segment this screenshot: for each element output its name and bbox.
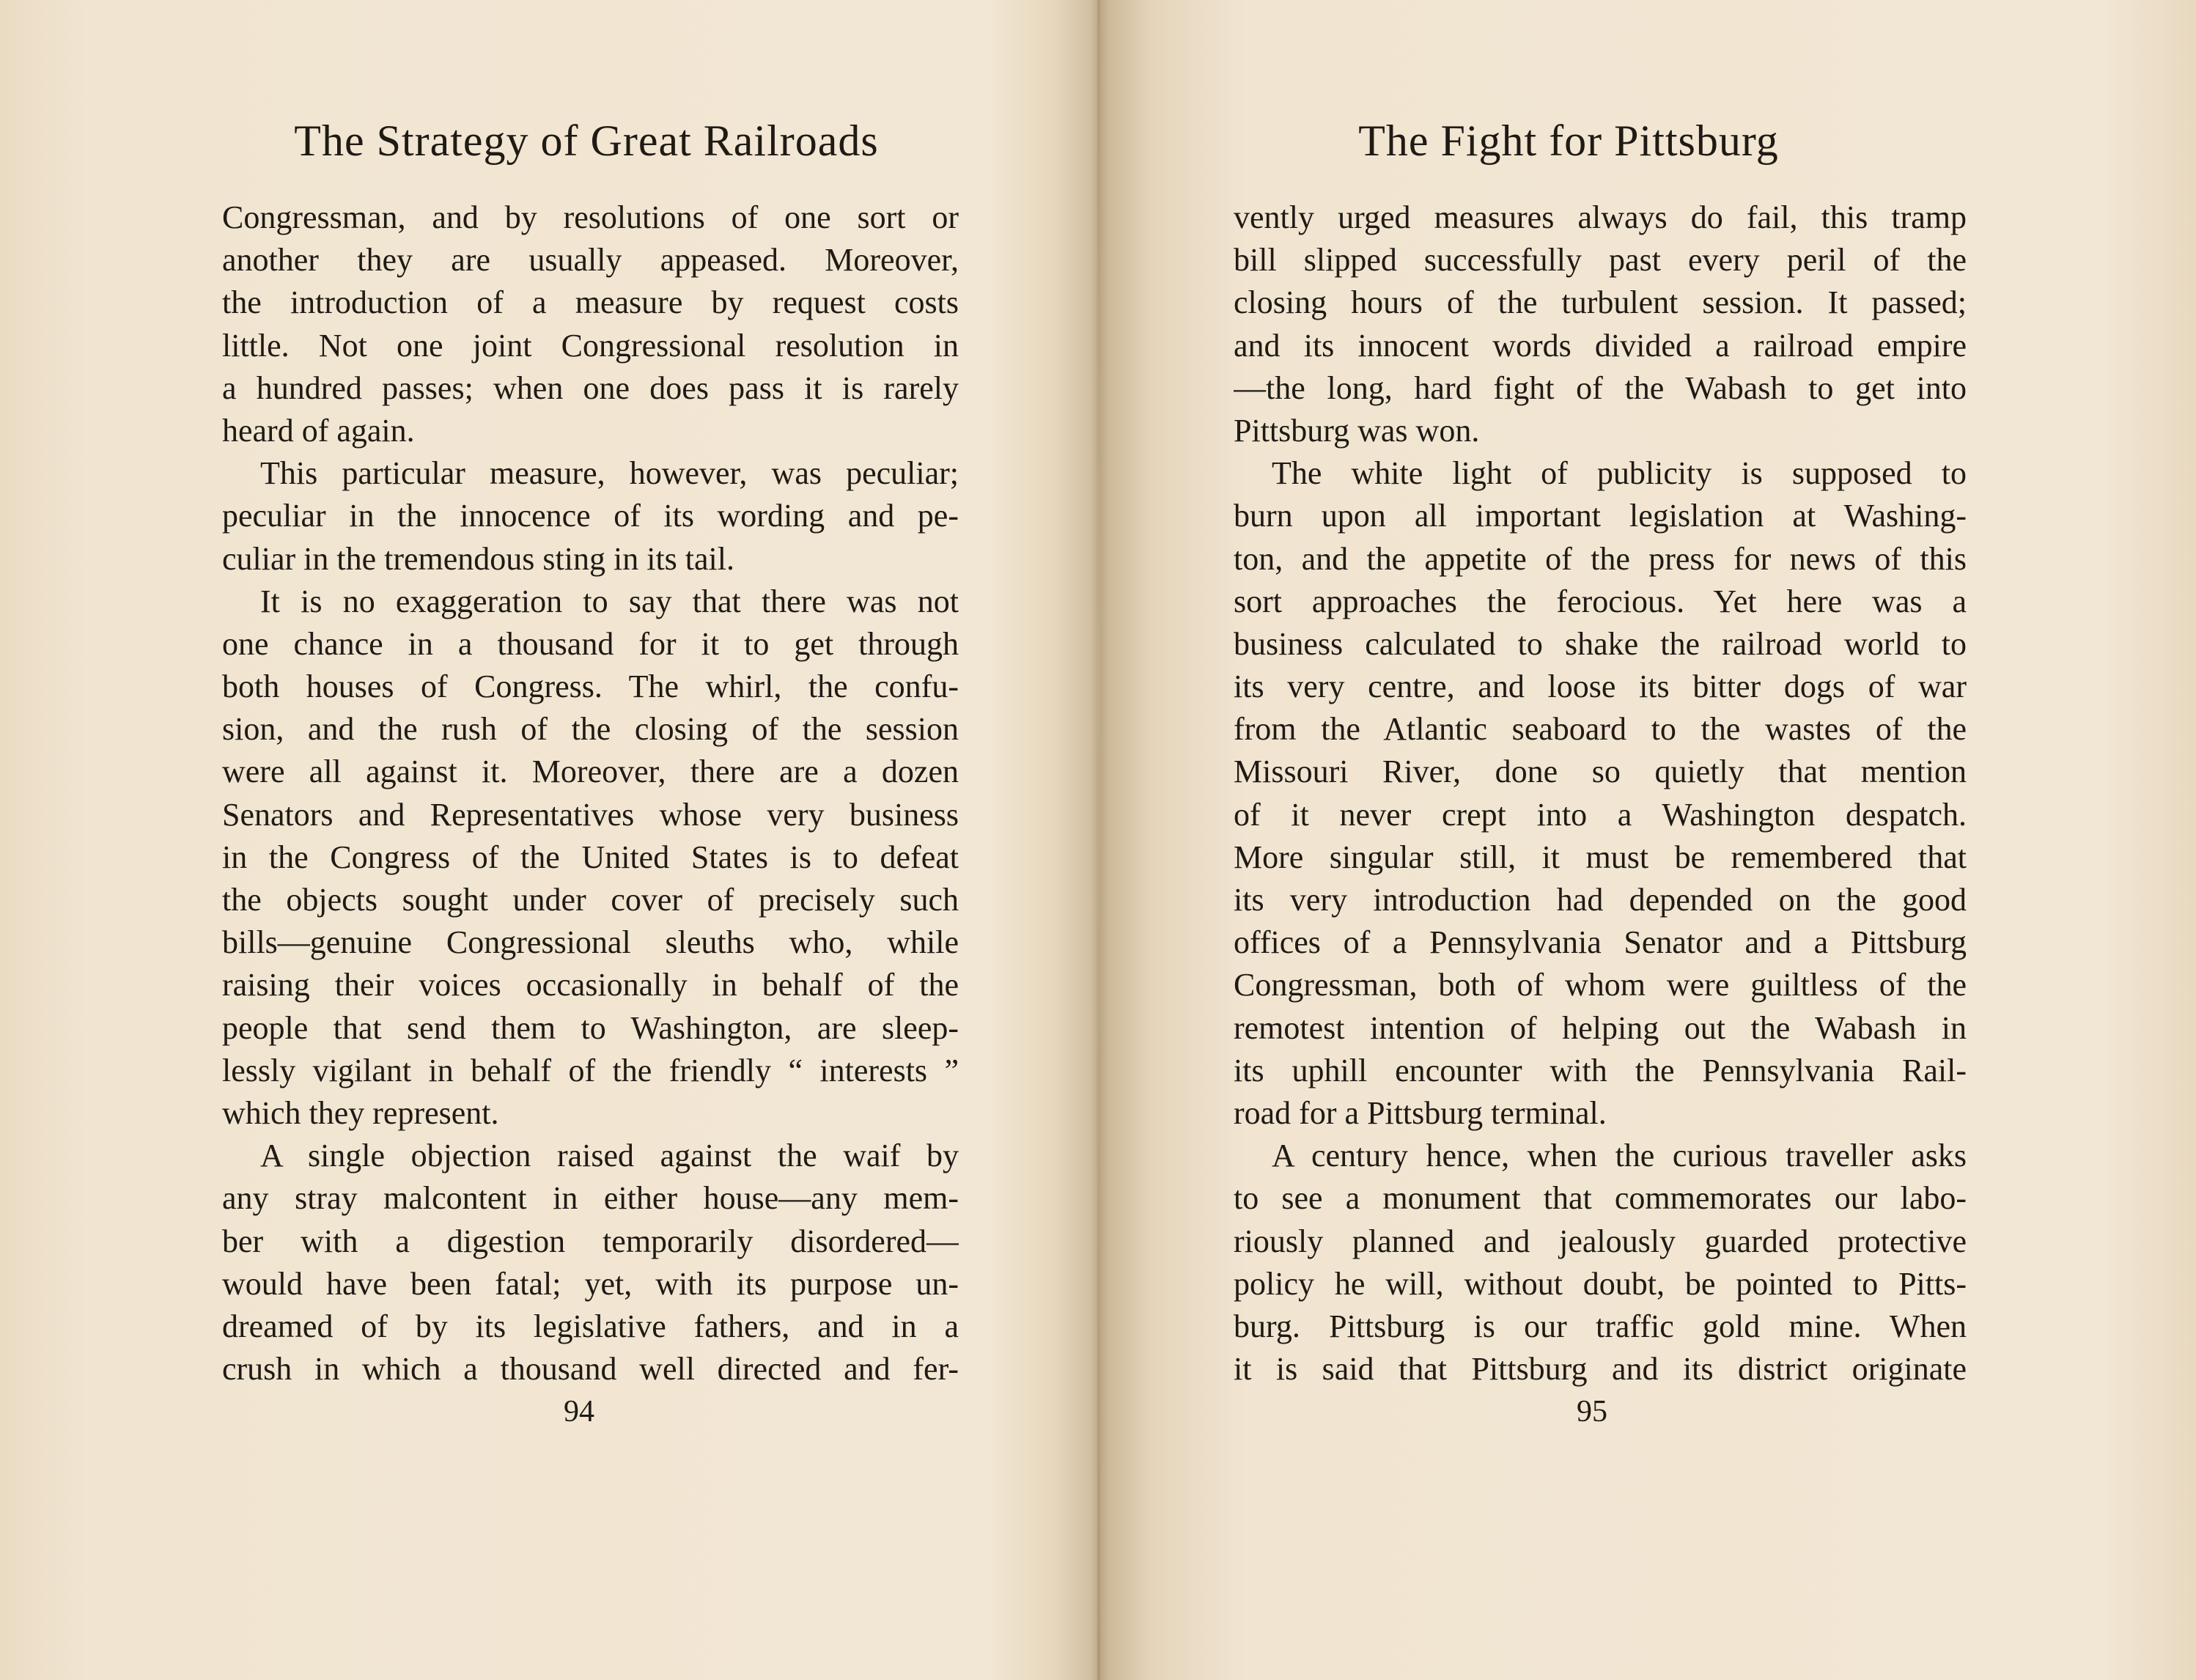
text-line: raising their voices occasionally in behalf of the [222, 967, 959, 1003]
text-line: dreamed of by its legislative fathers, and in a [222, 1308, 959, 1344]
right-running-head: The Fight for Pittsburg [1358, 117, 1779, 165]
text-line: its very centre, and loose its bitter dogs of war [1234, 668, 1967, 705]
text-line: a hundred passes; when one does pass it is rarely [222, 369, 959, 406]
text-line: Congressman, and by resolutions of one sort or [222, 199, 959, 235]
text-line: peculiar in the innocence of its wording and pe- [222, 498, 959, 534]
left-page-number: 94 [564, 1395, 594, 1429]
text-line: culiar in the tremendous sting in its tail. [222, 540, 734, 577]
left-running-head: The Strategy of Great Railroads [294, 117, 879, 165]
text-line: were all against it. Moreover, there are a dozen [222, 754, 959, 790]
text-line: A century hence, when the curious traveller asks [1272, 1138, 1967, 1174]
text-line: It is no exaggeration to say that there was not [260, 583, 959, 619]
text-line: of it never crept into a Washington despatch. [1234, 796, 1967, 833]
text-line: Missouri River, done so quietly that mention [1234, 754, 1967, 790]
text-line: policy he will, without doubt, be pointed to Pitts- [1234, 1265, 1967, 1302]
text-line: ton, and the appetite of the press for news of this [1234, 540, 1967, 577]
text-line: ber with a digestion temporarily disordered— [222, 1223, 959, 1259]
right-page [1099, 0, 2196, 1680]
text-line: would have been fatal; yet, with its purpose un- [222, 1265, 959, 1302]
text-line: its very introduction had depended on the good [1234, 882, 1967, 918]
text-line: little. Not one joint Congressional resolution in [222, 327, 959, 364]
text-line: —the long, hard fight of the Wabash to get into [1234, 369, 1967, 406]
text-line: The white light of publicity is supposed to [1272, 455, 1967, 492]
right-page-number: 95 [1577, 1395, 1607, 1429]
text-line: the introduction of a measure by request costs [222, 284, 959, 321]
text-line: remotest intention of helping out the Wabash in [1234, 1009, 1967, 1046]
text-line: business calculated to shake the railroad world to [1234, 625, 1967, 662]
text-line: More singular still, it must be remembered that [1234, 839, 1967, 875]
text-line: crush in which a thousand well directed and fer- [222, 1351, 959, 1388]
text-line: any stray malcontent in either house—any mem- [222, 1180, 959, 1217]
text-line: one chance in a thousand for it to get through [222, 625, 959, 662]
text-line: bill slipped successfully past every peril of the [1234, 242, 1967, 279]
text-line: sort approaches the ferocious. Yet here was a [1234, 583, 1967, 619]
text-line: closing hours of the turbulent session. It passed; [1234, 284, 1967, 321]
text-line: and its innocent words divided a railroad empire [1234, 327, 1967, 364]
text-line: its uphill encounter with the Pennsylvania Rail- [1234, 1052, 1967, 1088]
text-line: offices of a Pennsylvania Senator and a Pittsburg [1234, 924, 1967, 961]
text-line: which they represent. [222, 1094, 499, 1131]
left-page-text [222, 196, 959, 1390]
text-line: A single objection raised against the waif by [260, 1138, 959, 1174]
text-line: in the Congress of the United States is to defeat [222, 839, 959, 875]
text-line: This particular measure, however, was peculiar; [260, 455, 959, 492]
text-line: road for a Pittsburg terminal. [1234, 1094, 1607, 1131]
text-line: burn upon all important legislation at Washing- [1234, 498, 1967, 534]
text-line: it is said that Pittsburg and its district originate [1234, 1351, 1967, 1388]
text-line: Senators and Representatives whose very business [222, 796, 959, 833]
text-line: heard of again. [222, 412, 415, 449]
text-line: Congressman, both of whom were guiltless of the [1234, 967, 1967, 1003]
text-line: burg. Pittsburg is our traffic gold mine. When [1234, 1308, 1967, 1344]
right-page-text [1234, 196, 1967, 1390]
text-line: another they are usually appeased. Moreover, [222, 242, 959, 279]
text-line: the objects sought under cover of precisely such [222, 882, 959, 918]
text-line: riously planned and jealously guarded protective [1234, 1223, 1967, 1259]
text-line: sion, and the rush of the closing of the session [222, 711, 959, 748]
text-line: from the Atlantic seaboard to the wastes of the [1234, 711, 1967, 748]
text-line: vently urged measures always do fail, this tramp [1234, 199, 1967, 235]
text-line: people that send them to Washington, are sleep- [222, 1009, 959, 1046]
text-line: Pittsburg was won. [1234, 412, 1480, 449]
text-line: lessly vigilant in behalf of the friendly “ interests ” [222, 1052, 959, 1088]
text-line: to see a monument that commemorates our labo- [1234, 1180, 1967, 1217]
text-line: bills—genuine Congressional sleuths who, while [222, 924, 959, 961]
text-line: both houses of Congress. The whirl, the confu- [222, 668, 959, 705]
